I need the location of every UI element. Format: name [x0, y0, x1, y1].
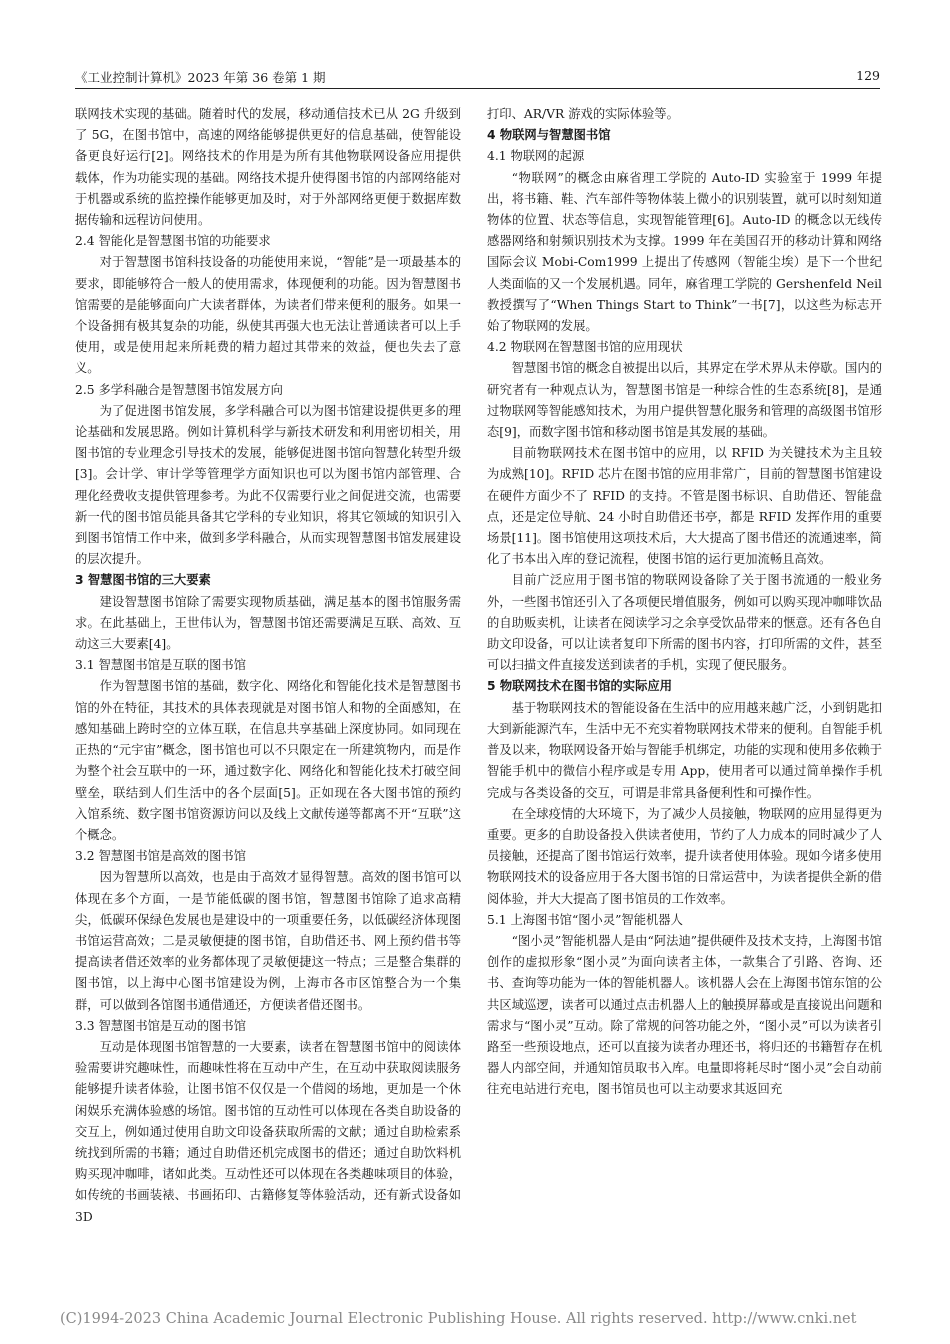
page-number: 129	[856, 68, 880, 83]
paragraph: 互动是体现图书馆智慧的一大要素，读者在智慧图书馆中的阅读体验需要讲究趣味性，而趣味性将在互动中产生，在互动中获取阅读服务能够提升读者体验，让图书馆不仅仅是一个借阅的场地，更加是一个休闲娱乐充满体验感的场馆。图书馆的互动性可以体现在各类自助设备的交互上，例如通过使用自助文印设备获取所需的文献；通过自助检索系统找到所需的书籍；通过自助借还机完成图书的借还；通过自助饮料机购买现冲咖啡，诸如此类。互动性还可以体现在各类趣味项目的体验，如传统的书画装裱、书画拓印、古籍修复等体验活动，还有新式设备如 3D	[75, 1039, 461, 1224]
section-heading: 5.1 上海图书馆“图小灵”智能机器人	[487, 912, 683, 927]
section-heading: 4.2 物联网在智慧图书馆的应用现状	[487, 340, 683, 355]
paragraph: 联网技术实现的基础。随着时代的发展，移动通信技术已从 2G 升级到了 5G，在图书馆中，高速的网络能够提供更好的信息基础，使智能设备更良好运行[2]。网络技术的作用是为所有其他物联网设备应用提供载体，作为功能实现的基础。网络技术提升使得图书馆的内部网络能对于机器或系统的监控操作能够更加及时，对于外部网络更便于数据库数据传输和远程访问使用。	[75, 107, 461, 228]
paragraph: 智慧图书馆的概念自被提出以后，其界定在学术界从未停歇。国内的研究者有一种观点认为，智慧图书馆是一种综合性的生态系统[8]，是通过物联网等智能感知技术，为用户提供智慧化服务和管理的高级图书馆形态[9]，而数字图书馆和移动图书馆是其发展的基础。	[487, 361, 882, 440]
paragraph: 对于智慧图书馆科技设备的功能使用来说，“智能”是一项最基本的要求，即能够符合一般人的使用需求，体现便利的功能。因为智慧图书馆需要的是能够面向广大读者群体，为读者们带来便利的服务。如果一个设备拥有极其复杂的功能，纵使其再强大也无法让普通读者可以上手使用，或是使用起来所耗费的精力超过其带来的效益，便也失去了意义。	[75, 255, 461, 376]
running-header	[75, 66, 880, 89]
section-heading: 2.4 智能化是智慧图书馆的功能要求	[75, 234, 271, 249]
journal-title: 《工业控制计算机》2023 年第 36 卷第 1 期	[75, 70, 326, 85]
paragraph: 基于物联网技术的智能设备在生活中的应用越来越广泛，小到钥匙扣大到新能源汽车，生活中无不充实着物联网技术带来的便利。自智能手机普及以来，物联网设备开始与智能手机绑定，功能的实现和使用多依赖于智能手机中的微信小程序或是专用 App，使用者可以通过简单操作手机完成与各类设备的交互，可谓是非常具备便利性和可操作性。	[487, 700, 882, 800]
paragraph: 作为智慧图书馆的基础，数字化、网络化和智能化技术是智慧图书馆的外在特征，其技术的具体表现就是对图书馆人和物的全面感知，在感知基础上跨时空的立体互联，在信息共享基础上深度协同。如同现在正热的“元宇宙”概念，图书馆也可以不只限定在一所建筑物内，而是作为整个社会互联中的一环，通过数字化、网络化和智能化技术打破空间壁垒，联结到人们生活中的各个层面[5]。正如现在各大图书馆的预约入馆系统、数字图书馆资源访问以及线上文献传递等都离不开“互联”这个概念。	[75, 679, 461, 842]
section-heading: 2.5 多学科融合是智慧图书馆发展方向	[75, 382, 283, 397]
paragraph: 为了促进图书馆发展，多学科融合可以为图书馆建设提供更多的理论基础和发展思路。例如计算机科学与新技术研发和利用密切相关，用图书馆的专业理念引导技术的发展，能够促进图书馆向智慧化转型升级[3]。会计学、审计学等管理学方面知识也可以为图书馆内部管理、合理化经费收支提供管理参考。为此不仅需要行业之间促进交流，也需要新一代的图书馆员能具备其它学科的专业知识，将其它领域的知识引入到图书馆情工作中来，做到多学科融合，从而实现智慧图书馆发展建设的层次提升。	[75, 403, 461, 567]
section-heading: 3.1 智慧图书馆是互联的图书馆	[75, 658, 247, 673]
right-column	[487, 104, 882, 1101]
section-heading: 3.3 智慧图书馆是互动的图书馆	[75, 1018, 247, 1033]
paragraph: 打印、AR/VR 游戏的实际体验等。	[487, 107, 679, 121]
section-heading: 5 物联网技术在图书馆的实际应用	[487, 679, 672, 694]
paragraph: “物联网”的概念由麻省理工学院的 Auto-ID 实验室于 1999 年提出，将书籍、鞋、汽车部件等物体装上微小的识别装置，就可以时刻知道物体的位置、状态等信息，实现智能管理[6]。Auto-ID 的概念以无线传感器网络和射频识别技术为支撑。1999 年在美国召开的移动计算和网络国际会议 Mobi-Com1999 上提出了传感网（智能尘埃）是下一个世纪人类面临的又一个发展机遇。同年，麻省理工学院的 Gershenfeld Neil 教授撰写了“When Things Start to Think”一书[7]，以这些为标志开始了物联网的发展。	[487, 170, 882, 334]
paragraph: 目前广泛应用于图书馆的物联网设备除了关于图书流通的一般业务外，一些图书馆还引入了各项便民增值服务，例如可以购买现冲咖啡饮品的自助贩卖机，让读者在阅读学习之余享受饮品带来的惬意。还有各色自助文印设备，可以让读者复印下所需的图书内容，打印所需的文件，甚至可以扫描文件直接发送到读者的手机，实现了便民服务。	[487, 573, 882, 673]
section-heading: 4.1 物联网的起源	[487, 149, 585, 164]
paragraph: “图小灵”智能机器人是由“阿法迪”提供硬件及技术支持，上海图书馆创作的虚拟形象“图小灵”为面向读者主体，一款集合了引路、咨询、还书、查询等功能为一体的智能机器人。该机器人会在上海图书馆东馆的公共区域巡逻，读者可以通过点击机器人上的触摸屏幕或是直接说出问题和需求与“图小灵”互动。除了常规的问答功能之外，“图小灵”可以为读者引路至一些预设地点，还可以直接为读者办理还书，将归还的书籍暂存在机器人内部空间，并通知馆员取书入库。电量即将耗尽时“图小灵”会自动前往充电站进行充电，图书馆员也可以主动要求其返回充	[487, 933, 882, 1097]
paragraph: 建设智慧图书馆除了需要实现物质基础，满足基本的图书馆服务需求。在此基础上，王世伟认为，智慧图书馆还需要满足互联、高效、互动这三大要素[4]。	[75, 594, 461, 652]
copyright-footer: (C)1994-2023 China Academic Journal Electronic Publishing House. All rights reserved. http://www.cnki.net	[60, 1311, 857, 1327]
paragraph: 在全球疫情的大环境下，为了减少人员接触，物联网的应用显得更为重要。更多的自助设备投入供读者使用，节约了人力成本的同时减少了人员接触，还提高了图书馆运行效率，提升读者使用体验。现如今诸多使用物联网技术的设备应用于各大图书馆的日常运营中，为读者提供全新的借阅体验，并大大提高了图书馆员的工作效率。	[487, 806, 882, 906]
paragraph: 因为智慧所以高效，也是由于高效才显得智慧。高效的图书馆可以体现在多个方面，一是节能低碳的图书馆，智慧图书馆除了追求高精尖，低碳环保绿色发展也是建设中的一项重要任务，以低碳经济体现图书馆运营高效；二是灵敏便捷的图书馆，自助借还书、网上预约借书等提高读者借还效率的业务都体现了灵敏便捷这一特点；三是整合集群的图书馆，以上海中心图书馆建设为例，上海市各市区馆整合为一个集群，可以做到各馆图书通借通还，方便读者借还图书。	[75, 870, 461, 1012]
section-heading: 4 物联网与智慧图书馆	[487, 128, 611, 143]
section-heading: 3.2 智慧图书馆是高效的图书馆	[75, 849, 247, 864]
left-column	[75, 104, 461, 1228]
paragraph: 目前物联网技术在图书馆中的应用，以 RFID 为关键技术为主且较为成熟[10]。RFID 芯片在图书馆的应用非常广，目前的智慧图书馆建设在硬件方面少不了 RFID 的支持。不管是图书标识、自助借还、智能盘点，还是定位导航、24 小时自助借还书亭，都是 RFID 发挥作用的重要场景[11]。图书馆使用这项技术后，大大提高了图书借还的流通速率，简化了书本出入库的登记流程，使图书馆的运行更加流畅且高效。	[487, 446, 882, 567]
section-heading: 3 智慧图书馆的三大要素	[75, 573, 211, 588]
